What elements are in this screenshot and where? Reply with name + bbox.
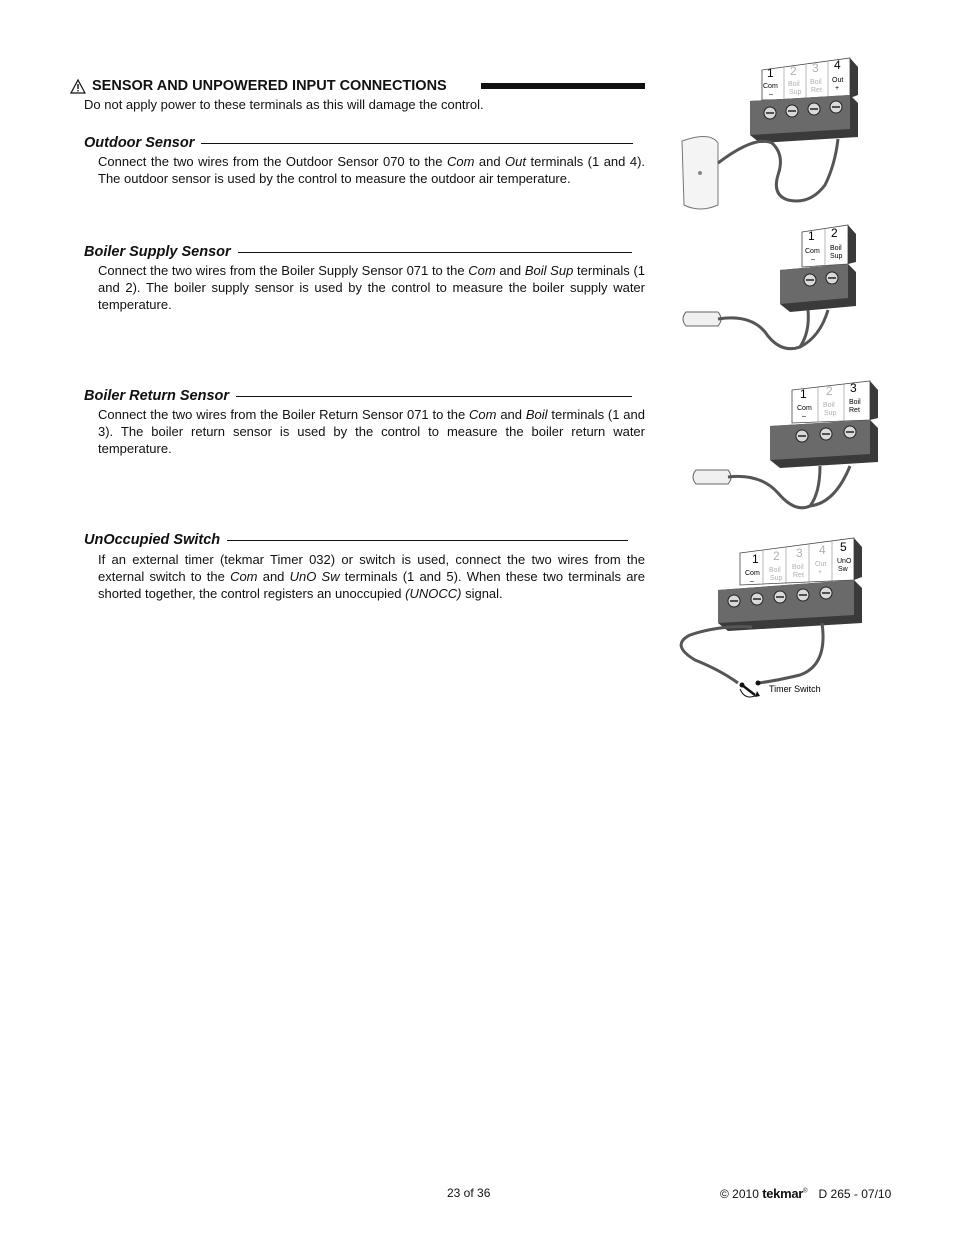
outdoor-sensor-heading: Outdoor Sensor	[84, 135, 633, 151]
svg-text:Sup: Sup	[830, 253, 843, 260]
section-heading	[70, 78, 447, 94]
svg-text:2: 2	[826, 384, 833, 398]
boiler-supply-sensor-wiring-diagram	[660, 222, 900, 362]
svg-text:3: 3	[850, 381, 857, 395]
unoccupied-switch-wiring-diagram	[660, 535, 900, 705]
svg-text:Ret: Ret	[793, 572, 804, 579]
svg-text:2: 2	[773, 549, 780, 563]
boiler-return-sensor-heading: Boiler Return Sensor	[84, 388, 632, 404]
svg-text:2: 2	[831, 226, 838, 240]
svg-text:Boil: Boil	[849, 399, 861, 406]
svg-text:4: 4	[834, 58, 841, 72]
svg-text:Sw: Sw	[838, 566, 848, 573]
page-number: 23 of 36	[447, 1186, 491, 1200]
page-title: SENSOR AND UNPOWERED INPUT CONNECTIONS	[92, 78, 447, 94]
svg-text:–: –	[769, 91, 773, 98]
svg-text:Com: Com	[805, 248, 820, 255]
svg-text:Ret: Ret	[811, 87, 822, 94]
svg-text:–: –	[811, 256, 815, 263]
svg-text:1: 1	[808, 229, 815, 243]
svg-text:UnO: UnO	[837, 558, 852, 565]
svg-text:Boil: Boil	[788, 81, 800, 88]
boiler-return-sensor-text: Connect the two wires from the Boiler Return Sensor 071 to the Com and Boil terminals (1 and 3). The boiler return sensor is used by the control to measure the boiler return water temperature.	[98, 407, 645, 456]
heading-rule	[236, 396, 632, 397]
svg-text:Com: Com	[745, 570, 760, 577]
svg-text:4: 4	[819, 543, 826, 557]
boiler-supply-sensor-text: Connect the two wires from the Boiler Supply Sensor 071 to the Com and Boil Sup terminals (1 and 2). The boiler supply sensor is used by the control to measure the boiler supply water temperature.	[98, 263, 646, 312]
svg-text:Out: Out	[832, 77, 844, 84]
svg-text:–: –	[750, 578, 754, 585]
svg-text:Boil: Boil	[810, 79, 822, 86]
outdoor-sensor-text: Connect the two wires from the Outdoor Sensor 070 to the Com and Out terminals (1 and 4). The outdoor sensor is used by the control to measure the outdoor air temperature.	[98, 154, 646, 186]
heading-rule	[238, 252, 632, 253]
svg-text:+: +	[835, 85, 840, 92]
svg-text:3: 3	[812, 61, 819, 75]
svg-text:Out: Out	[815, 561, 827, 568]
svg-text:–: –	[802, 413, 806, 420]
svg-text:Com: Com	[797, 405, 812, 412]
outdoor-sensor-wiring-diagram	[660, 55, 900, 215]
svg-text:3: 3	[796, 546, 803, 560]
svg-text:2: 2	[790, 64, 797, 78]
svg-text:Sup: Sup	[789, 89, 802, 96]
heading-rule	[201, 143, 633, 144]
document-code: D 265 - 07/10	[818, 1187, 892, 1201]
svg-text:1: 1	[767, 66, 774, 80]
svg-text:Boil: Boil	[823, 402, 835, 409]
svg-text:Boil: Boil	[769, 567, 781, 574]
svg-text:Timer Switch: Timer Switch	[769, 684, 821, 694]
svg-text:Boil: Boil	[830, 245, 842, 252]
svg-text:Ret: Ret	[849, 407, 860, 414]
unoccupied-switch-heading: UnOccupied Switch	[84, 532, 628, 548]
svg-text:5: 5	[840, 540, 847, 554]
boiler-return-sensor-wiring-diagram	[660, 378, 900, 518]
heading-bar	[481, 83, 645, 89]
tekmar-logo: tekmar®	[762, 1186, 808, 1201]
boiler-supply-sensor-heading: Boiler Supply Sensor	[84, 244, 632, 260]
copyright: © 2010 tekmar® D 265 - 07/10	[720, 1186, 892, 1201]
svg-text:Sup: Sup	[770, 575, 783, 582]
timer-switch-icon	[740, 681, 761, 698]
svg-text:Com: Com	[763, 83, 778, 90]
svg-text:+: +	[818, 569, 823, 576]
unoccupied-switch-text: If an external timer (tekmar Timer 032) or switch is used, connect the two wires from the external switch to the Com and UnO Sw terminals (1 and 5). When these two terminals are shorted together, the control registers an unoccupied (UNOCC) signal.	[98, 552, 645, 601]
svg-text:Sup: Sup	[824, 410, 837, 417]
warning-icon	[70, 79, 86, 94]
svg-text:1: 1	[800, 387, 807, 401]
svg-text:1: 1	[752, 552, 759, 566]
svg-text:Boil: Boil	[792, 564, 804, 571]
heading-rule	[227, 540, 628, 541]
intro-text: Do not apply power to these terminals as this will damage the control.	[84, 97, 484, 112]
